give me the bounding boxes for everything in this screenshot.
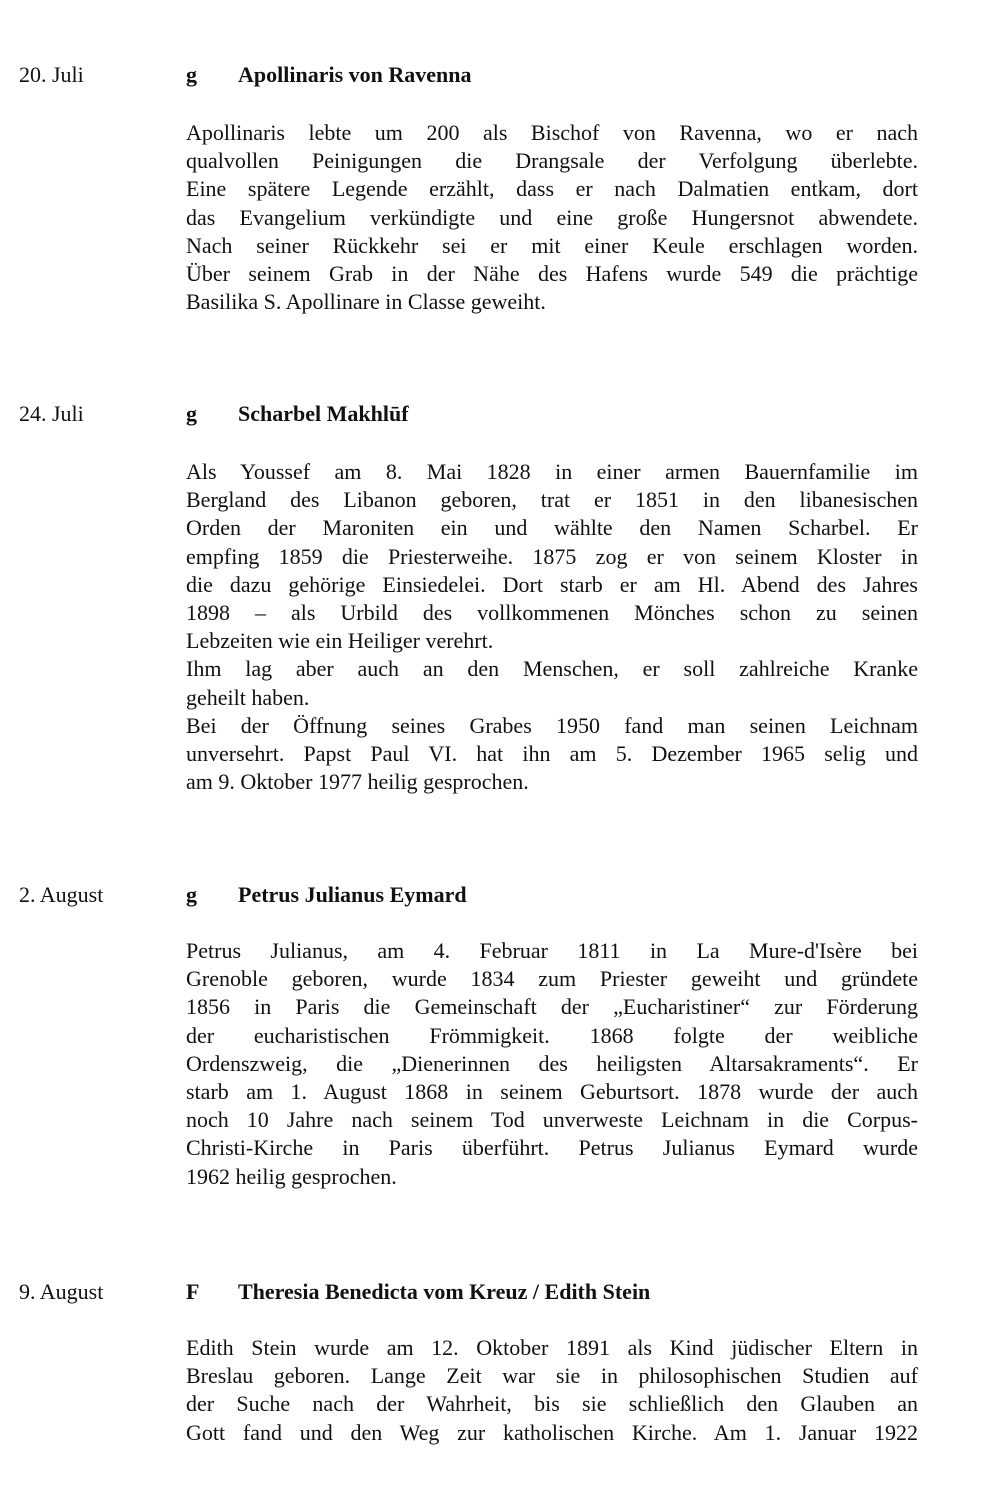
text-line: Bei der Öffnung seines Grabes 1950 fand man seinen Leichnam	[186, 712, 918, 738]
text-line: die dazu gehörige Einsiedelei. Dort starb er am Hl. Abend des Jahres	[186, 571, 918, 597]
saint-name: Apollinaris von Ravenna	[238, 62, 472, 87]
text-line: Als Youssef am 8. Mai 1828 in einer armen Bauernfamilie im	[186, 459, 918, 484]
text-line: Apollinaris lebte um 200 als Bischof von Ravenna, wo er nach	[186, 120, 918, 145]
entry-date: 2. August	[19, 882, 104, 907]
rank-marker: g	[186, 62, 197, 87]
text-line: Breslau geboren. Lange Zeit war sie in philosophischen Studien auf	[186, 1363, 918, 1389]
text-line: Nach seiner Rückkehr sei er mit einer Keule erschlagen worden.	[186, 232, 918, 258]
saint-name: Theresia Benedicta vom Kreuz / Edith Stein	[238, 1279, 651, 1304]
text-line: Petrus Julianus, am 4. Februar 1811 in La Mure-d'Isère bei	[186, 938, 918, 963]
text-line: am 9. Oktober 1977 heilig gesprochen.	[186, 769, 529, 795]
text-line: Edith Stein wurde am 12. Oktober 1891 als Kind jüdischer Eltern in	[186, 1335, 918, 1360]
text-line: der eucharistischen Frömmigkeit. 1868 folgte der weibliche	[186, 1022, 918, 1048]
text-line: unversehrt. Papst Paul VI. hat ihn am 5. Dezember 1965 selig und	[186, 741, 918, 767]
text-line: 1856 in Paris die Gemeinschaft der „Eucharistiner“ zur Förderung	[186, 994, 918, 1020]
saint-name: Petrus Julianus Eymard	[238, 882, 467, 907]
entry-text	[186, 119, 918, 316]
entry-date: 24. Juli	[19, 401, 84, 426]
text-line: 1898 – als Urbild des vollkommenen Mönches schon zu seinen	[186, 600, 918, 626]
text-line: starb am 1. August 1868 in seinem Geburtsort. 1878 wurde der auch	[186, 1079, 918, 1105]
text-line: Ihm lag aber auch an den Menschen, er soll zahlreiche Kranke	[186, 656, 918, 682]
text-line: Basilika S. Apollinare in Classe geweiht.	[186, 289, 546, 315]
entry-text	[186, 458, 918, 796]
text-line: qualvollen Peinigungen die Drangsale der Verfolgung überlebte.	[186, 148, 918, 174]
text-line: das Evangelium verkündigte und eine große Hungersnot abwendete.	[186, 204, 918, 230]
text-line: geheilt haben.	[186, 684, 310, 710]
entry-date: 20. Juli	[19, 62, 84, 87]
rank-marker: g	[186, 882, 197, 907]
text-line: Bergland des Libanon geboren, trat er 1851 in den libanesischen	[186, 487, 918, 513]
text-line: empfing 1859 die Priesterweihe. 1875 zog er von seinem Kloster in	[186, 543, 918, 569]
text-line: Christi-Kirche in Paris überführt. Petrus Julianus Eymard wurde	[186, 1135, 918, 1161]
rank-marker: g	[186, 401, 197, 426]
text-line: 1962 heilig gesprochen.	[186, 1163, 397, 1189]
text-line: Lebzeiten wie ein Heiliger verehrt.	[186, 628, 494, 654]
text-line: der Suche nach der Wahrheit, bis sie schließlich den Glauben an	[186, 1391, 918, 1417]
text-line: Über seinem Grab in der Nähe des Hafens wurde 549 die prächtige	[186, 261, 918, 287]
entry-date: 9. August	[19, 1279, 104, 1304]
rank-marker: F	[186, 1279, 200, 1304]
text-line: Ordenszweig, die „Dienerinnen des heiligsten Altarsakraments“. Er	[186, 1050, 918, 1076]
text-line: Grenoble geboren, wurde 1834 zum Priester geweiht und gründete	[186, 966, 918, 992]
text-line: Gott fand und den Weg zur katholischen Kirche. Am 1. Januar 1922	[186, 1419, 918, 1445]
entry-text	[186, 1334, 918, 1447]
saint-name: Scharbel Makhlūf	[238, 401, 409, 426]
entry-text	[186, 937, 918, 1191]
text-line: Eine spätere Legende erzählt, dass er nach Dalmatien entkam, dort	[186, 176, 918, 202]
text-line: Orden der Maroniten ein und wählte den Namen Scharbel. Er	[186, 515, 918, 541]
text-line: noch 10 Jahre nach seinem Tod unverweste Leichnam in die Corpus-	[186, 1107, 918, 1133]
